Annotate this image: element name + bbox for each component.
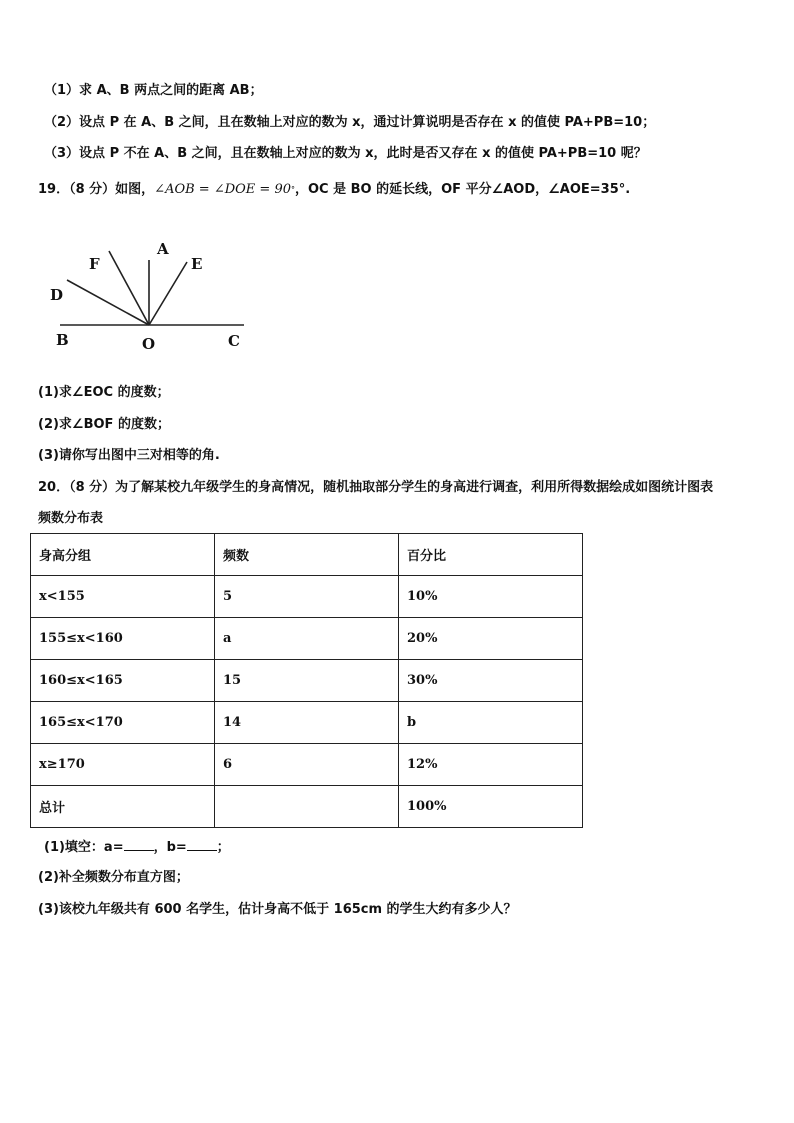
q20-part-1-mid: ，b= bbox=[153, 840, 187, 855]
q19-rest: ，OC 是 BO 的延长线，OF 平分∠AOD，∠AOE=35°. bbox=[294, 182, 631, 197]
table-cell: a bbox=[215, 618, 399, 660]
table-cell: 6 bbox=[215, 744, 399, 786]
q20-table-title: 频数分布表 bbox=[38, 511, 104, 526]
q19-degree: ° bbox=[290, 185, 295, 194]
q20-part-1-prefix: (1)填空：a= bbox=[44, 840, 124, 855]
q20-intro: 20．（8 分）为了解某校九年级学生的身高情况，随机抽取部分学生的身高进行调查，利用所得数据绘成如图统计图表 bbox=[38, 480, 714, 495]
q19-statement bbox=[38, 181, 630, 199]
table-cell: 20% bbox=[399, 618, 583, 660]
label-d: D bbox=[50, 286, 64, 304]
q19-number: 19．（8 分）如图， bbox=[38, 182, 155, 197]
q20-part-1 bbox=[44, 838, 230, 857]
table-cell: 100% bbox=[399, 786, 583, 828]
q19-part-1: (1)求∠EOC 的度数； bbox=[38, 385, 170, 400]
table-cell: 5 bbox=[215, 576, 399, 618]
label-e: E bbox=[191, 255, 203, 273]
table-cell: x≥170 bbox=[31, 744, 215, 786]
q19-part-2: (2)求∠BOF 的度数； bbox=[38, 417, 170, 432]
table-cell: 15 bbox=[215, 660, 399, 702]
table-cell: 165≤x<170 bbox=[31, 702, 215, 744]
answer-blank-a[interactable] bbox=[124, 838, 154, 851]
table-cell: 14 bbox=[215, 702, 399, 744]
table-header-row bbox=[31, 534, 583, 576]
table-total-row bbox=[31, 786, 583, 828]
label-f: F bbox=[89, 255, 100, 273]
q18-part-2: （2）设点 P 在 A、B 之间，且在数轴上对应的数为 x，通过计算说明是否存在 x 的值使 PA+PB=10； bbox=[44, 115, 656, 130]
table-cell: x<155 bbox=[31, 576, 215, 618]
q18-part-1: （1）求 A、B 两点之间的距离 AB； bbox=[44, 83, 263, 98]
q19-part-3: (3)请你写出图中三对相等的角. bbox=[38, 448, 220, 463]
answer-blank-b[interactable] bbox=[187, 838, 217, 851]
label-o: O bbox=[142, 335, 156, 353]
q18-part-3: （3）设点 P 不在 A、B 之间，且在数轴上对应的数为 x，此时是否又存在 x 的值使 PA+PB=10 呢？ bbox=[44, 146, 647, 161]
table-row bbox=[31, 618, 583, 660]
q20-part-1-suffix: ； bbox=[216, 840, 230, 855]
table-cell: 160≤x<165 bbox=[31, 660, 215, 702]
q20-part-2: (2)补全频数分布直方图； bbox=[38, 870, 189, 885]
table-row bbox=[31, 744, 583, 786]
header-frequency: 频数 bbox=[215, 534, 399, 576]
frequency-table bbox=[30, 533, 583, 828]
table-row bbox=[31, 660, 583, 702]
q20-part-3: (3)该校九年级共有 600 名学生，估计身高不低于 165cm 的学生大约有多少人？ bbox=[38, 902, 517, 917]
q19-formula bbox=[154, 182, 295, 197]
label-a: A bbox=[157, 240, 169, 258]
table-cell: 总计 bbox=[31, 786, 215, 828]
table-row bbox=[31, 702, 583, 744]
q19-formula-text: ∠AOB = ∠DOE = 90 bbox=[154, 182, 291, 197]
header-percent: 百分比 bbox=[399, 534, 583, 576]
table-cell: 12% bbox=[399, 744, 583, 786]
header-group: 身高分组 bbox=[31, 534, 215, 576]
q19-angle-figure bbox=[40, 236, 260, 356]
table-cell: b bbox=[399, 702, 583, 744]
table-cell: 10% bbox=[399, 576, 583, 618]
label-b: B bbox=[56, 331, 69, 349]
label-c: C bbox=[228, 332, 240, 350]
table-cell: 155≤x<160 bbox=[31, 618, 215, 660]
table-cell bbox=[215, 786, 399, 828]
ray-oe bbox=[149, 262, 187, 325]
table-row bbox=[31, 576, 583, 618]
table-cell: 30% bbox=[399, 660, 583, 702]
